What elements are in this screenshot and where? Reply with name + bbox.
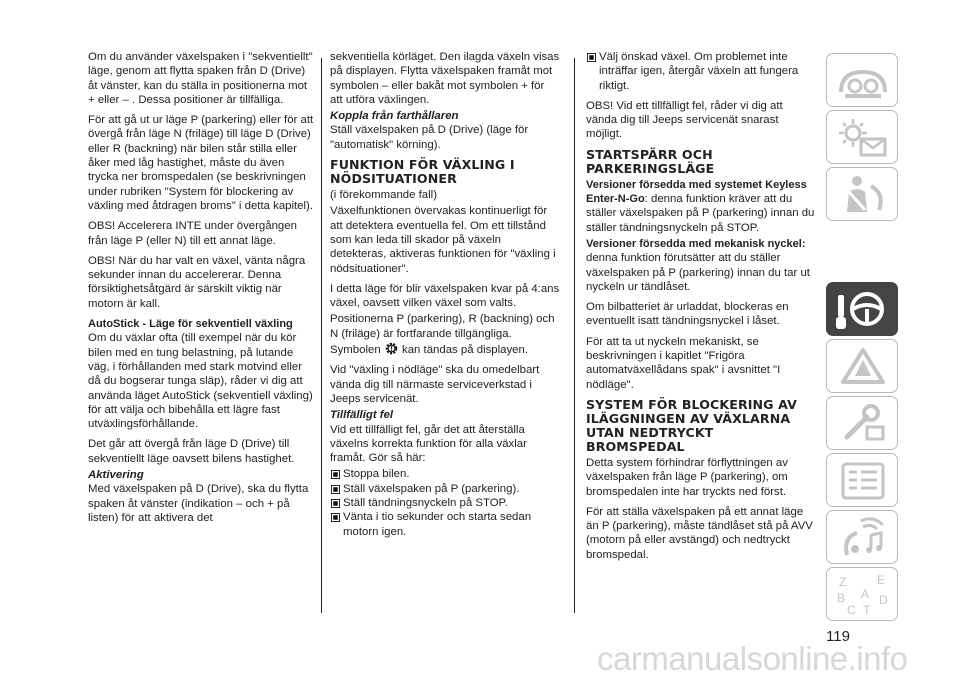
paragraph: För att ställa växelspaken på ett annat läge än P (parkering), måste tändlåset stå på AVV (motorn på eller avstängd) och nedtryckt bromspedal. xyxy=(586,505,813,561)
seatbelt-safety-icon xyxy=(833,172,893,218)
index-letter: D xyxy=(879,593,888,607)
subheading: Koppla från farthållaren xyxy=(330,110,459,123)
paragraph-text: kan tändas på displayen. xyxy=(402,344,529,357)
column-2 xyxy=(330,50,560,543)
step-text: Stoppa bilen. xyxy=(343,468,410,481)
list-item xyxy=(330,496,560,510)
step-text: Vänta i tio sekunder och starta sedan motorn igen. xyxy=(343,511,532,538)
multimedia-icon xyxy=(833,515,893,561)
index-letter: C xyxy=(847,603,856,617)
paragraph-text: Positionerna P (parkering), R (backning) och N (friläge) är fortfarande tillgängliga. Symbolen xyxy=(330,313,555,357)
subheading: Aktivering xyxy=(88,469,144,482)
paragraph: OBS! Accelerera INTE under övergången från läge P (eller N) till ett annat läge. xyxy=(88,220,297,247)
list-item xyxy=(586,50,816,93)
paragraph: Med växelspaken på D (Drive), ska du flytta spaken åt vänster (indikation – och + på listen) för att aktivera det xyxy=(88,483,309,524)
paragraph: Om bilbatteriet är urladdat, blockeras en eventuellt isatt tändningsnyckel i låset. xyxy=(586,301,789,328)
paragraph: OBS! Vid ett tillfälligt fel, råder vi dig att vända dig till Jeeps servicenät snarast möjligt. xyxy=(586,99,783,141)
warning-triangle-icon xyxy=(833,344,893,390)
steering-key-icon xyxy=(833,287,893,333)
index-letter: Z xyxy=(839,575,847,589)
paragraph-text: : denna funktion kräver att du ställer växelspaken på P (parkering) innan du ställer tändningsnyckeln på STOP. xyxy=(586,193,815,234)
column-divider xyxy=(321,58,322,613)
chapter-tab-dashboard[interactable] xyxy=(826,53,898,107)
section-heading: SYSTEM FÖR BLOCKERING AV ILÄGGNINGEN AV VÄXLARNA UTAN NEDTRYCKT BROMSPEDAL xyxy=(586,396,797,454)
checkbox-bullet-icon xyxy=(331,513,340,522)
subheading: Tillfälligt fel xyxy=(330,409,394,422)
paragraph: Vid "växling i nödläge" ska du omedelbart vända dig till närmaste serviceverkstad i Jeeps servicenät. xyxy=(330,364,540,405)
maintenance-icon xyxy=(833,401,893,447)
page-number: 119 xyxy=(826,628,850,645)
chapter-tab-specifications[interactable] xyxy=(826,453,898,507)
paragraph: Om du växlar ofta (till exempel när du kör bilen med en tung belastning, på lutande väg, i förhållanden med stark motvind eller då du bogserar tunga släp), råder vi dig att använda läget AutoStick (sekventiell växling) för att välja och bibehålla ett lägre fast utväxlingsförhållande. xyxy=(88,332,313,431)
list-item xyxy=(330,510,560,539)
warning-lights-icon xyxy=(833,115,893,161)
watermark: carmanualsonline.info xyxy=(597,640,908,677)
column-3 xyxy=(586,50,816,568)
column-divider xyxy=(574,58,575,613)
column-1 xyxy=(88,50,316,531)
step-list xyxy=(330,467,560,538)
paragraph: Ställ växelspaken på D (Drive) (läge för "automatisk" körning). xyxy=(330,124,529,151)
paragraph: OBS! När du har valt en växel, vänta några sekunder innan du accelererar. Denna försiktighetsåtgärd är särskilt viktig när motorn är kall. xyxy=(88,254,306,310)
paragraph xyxy=(330,312,560,357)
chapter-tab-maintenance[interactable] xyxy=(826,396,898,450)
index-letter: E xyxy=(877,573,886,587)
paragraph: (i förekommande fall) xyxy=(330,189,437,202)
step-text: Välj önskad växel. Om problemet inte inträffar igen, återgår växeln att fungera riktigt. xyxy=(599,51,799,92)
subheading: Versioner försedda med systemet Keyless Enter-N-Go xyxy=(586,178,807,206)
subheading: Versioner försedda med mekanisk nyckel: xyxy=(586,237,806,250)
checkbox-bullet-icon xyxy=(331,499,340,508)
paragraph: Detta system förhindrar förflyttningen av växelspaken från läge P (parkering), om bromspedalen inte har tryckts ned först. xyxy=(586,456,788,498)
paragraph: Växelfunktionen övervakas kontinuerligt för att detektera eventuella fel. Om ett tillstånd som kan leda till skador på växeln detekteras, aktiveras funktionen för "växling i nödsituationer". xyxy=(330,205,556,275)
chapter-tab-index[interactable] xyxy=(826,567,898,621)
section-heading: STARTSPÄRR OCH PARKERINGSLÄGE xyxy=(586,146,715,176)
paragraph: denna funktion förutsätter att du ställer växelspaken på P (parkering) innan du tar ut nyckeln ur tändlåset. xyxy=(586,252,810,293)
alphabetical-index-icon xyxy=(833,572,893,618)
paragraph: Om du använder växelspaken i "sekventiellt" läge, genom att flytta spaken från D (Drive) åt vänster, kan du ställa in positionerna mot + eller – . Dessa positioner är tillfälliga. xyxy=(88,51,313,106)
paragraph: För att gå ut ur läge P (parkering) eller för att övergå från läge N (friläge) till läge D (Drive) eller R (backning) när bilen står stilla eller åker med låg hastighet, måste du även trycka ner bromspedalen (se beskrivningen under rubriken "System för blockering av växling med åtdragen broms" i detta kapitel). xyxy=(88,114,314,212)
paragraph: Vid ett tillfälligt fel, går det att återställa växelns korrekta funktion för alla växlar framåt. Gör så här: xyxy=(330,423,527,465)
index-letter: B xyxy=(837,591,846,605)
specifications-icon xyxy=(833,458,893,504)
step-text: Ställ växelspaken på P (parkering). xyxy=(343,482,520,495)
paragraph: sekventiella körläget. Den ilagda växeln visas på displayen. Flytta växelspaken framåt mot symbolen – eller bakåt mot symbolen + för att utföra växlingen. xyxy=(330,51,560,106)
chapter-tab-starting-driving[interactable] xyxy=(826,282,898,336)
chapter-tab-emergency[interactable] xyxy=(826,339,898,393)
paragraph xyxy=(586,178,816,235)
index-letter: T xyxy=(863,603,871,617)
step-list xyxy=(586,50,816,93)
paragraph: För att ta ut nyckeln mekaniskt, se beskrivningen i kapitlet "Frigöra automatväxellådans spak" i avsnittet "I nödläge". xyxy=(586,335,781,391)
subheading: AutoStick - Läge för sekventiell växling xyxy=(88,318,293,331)
list-item xyxy=(330,467,560,481)
checkbox-bullet-icon xyxy=(331,485,340,494)
chapter-tab-warning-lights[interactable] xyxy=(826,110,898,164)
index-letter: A xyxy=(861,587,870,601)
chapter-tab-multimedia[interactable] xyxy=(826,510,898,564)
gear-warning-icon xyxy=(384,341,399,356)
checkbox-bullet-icon xyxy=(331,470,340,479)
checkbox-bullet-icon xyxy=(587,53,596,62)
paragraph: Det går att övergå från läge D (Drive) till sekventiellt läge oavsett bilens hastighet. xyxy=(88,438,295,465)
paragraph: I detta läge för blir växelspaken kvar på 4:ans växel, oavsett vilken växel som valts. xyxy=(330,282,560,310)
list-item xyxy=(330,482,560,496)
chapter-tab-safety[interactable] xyxy=(826,167,898,221)
car-dashboard-icon xyxy=(833,58,893,104)
section-heading: FUNKTION FÖR VÄXLING I NÖDSITUATIONER xyxy=(330,157,515,187)
step-text: Ställ tändningsnyckeln på STOP. xyxy=(343,497,508,510)
